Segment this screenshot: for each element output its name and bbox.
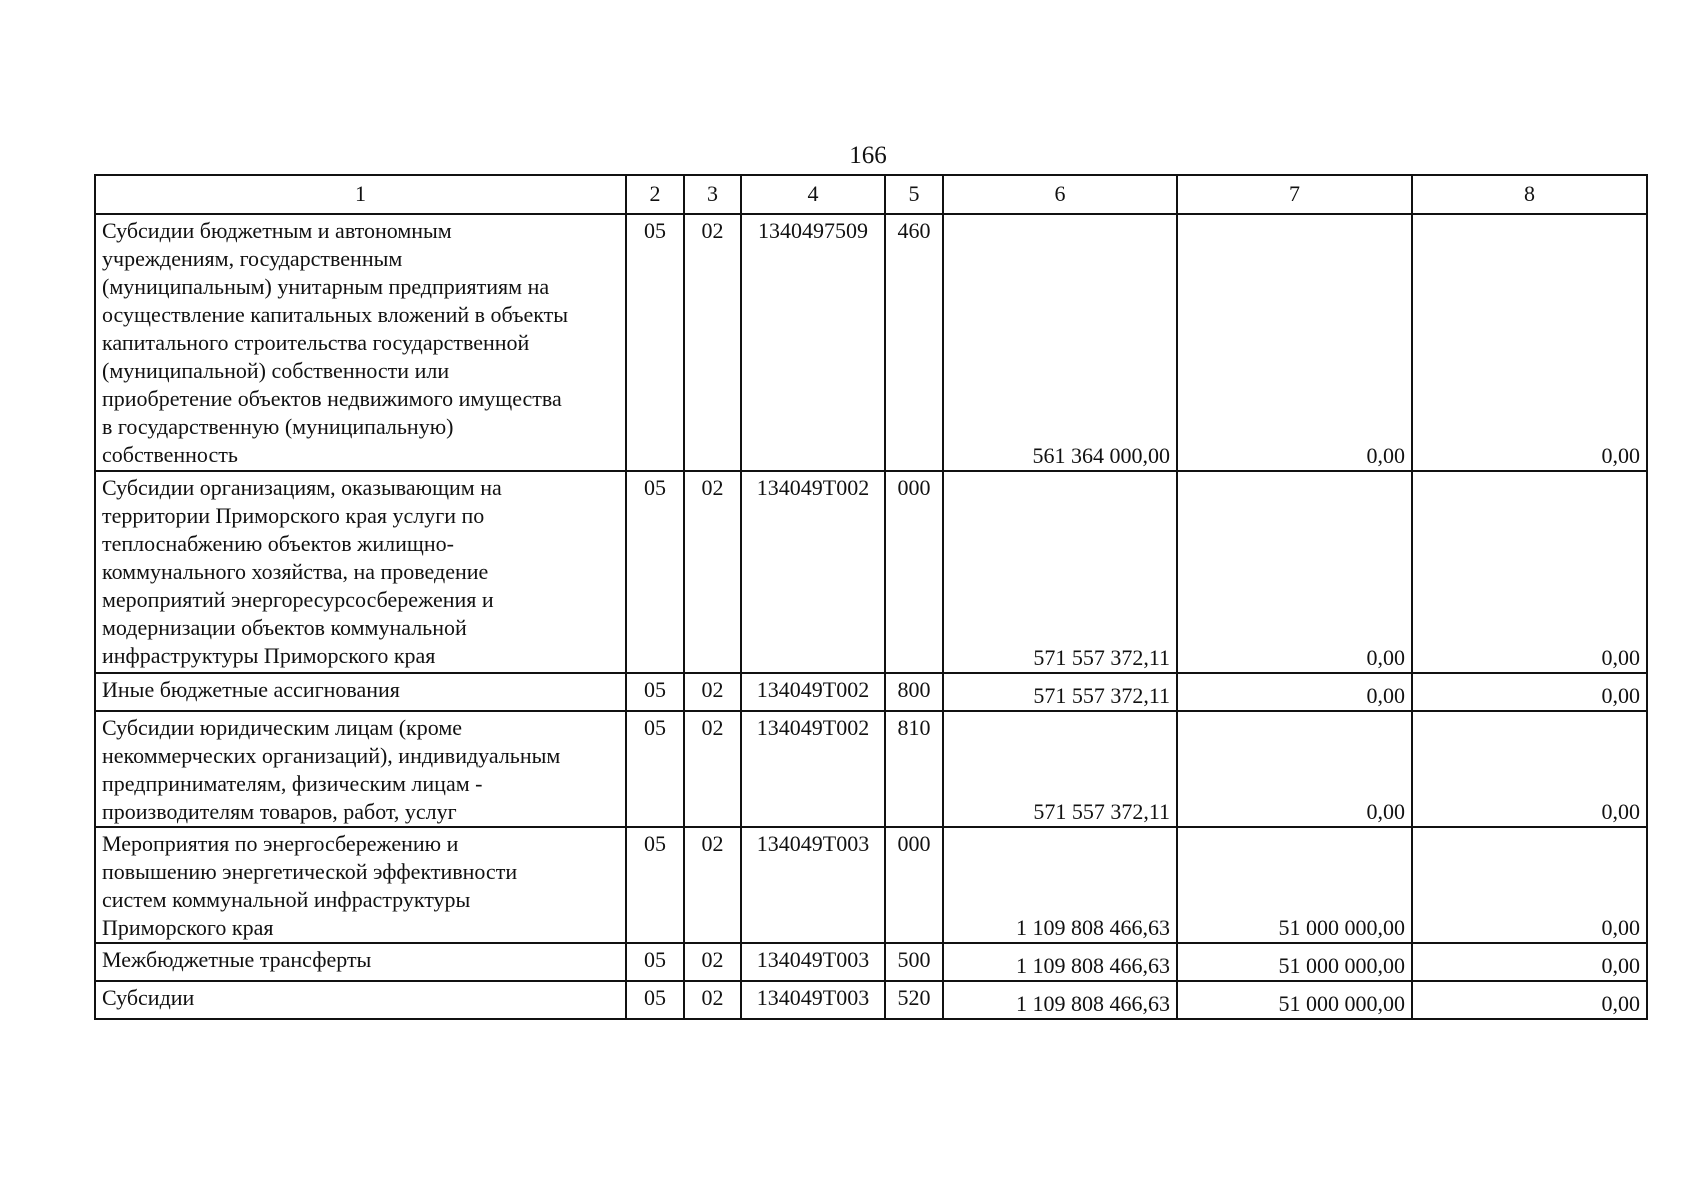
section-code: 05 (626, 214, 684, 471)
amount-col7: 51 000 000,00 (1177, 943, 1412, 981)
amount-col6: 571 557 372,11 (943, 673, 1177, 711)
amount-col8: 0,00 (1412, 943, 1647, 981)
column-header: 2 (626, 175, 684, 214)
expense-type-code: 000 (885, 471, 943, 673)
amount-col7: 0,00 (1177, 711, 1412, 827)
amount-col7: 0,00 (1177, 214, 1412, 471)
subsection-code: 02 (684, 214, 741, 471)
target-article-code: 1340497509 (741, 214, 885, 471)
column-header: 3 (684, 175, 741, 214)
row-name-cell (95, 981, 626, 1019)
section-code: 05 (626, 943, 684, 981)
section-code: 05 (626, 711, 684, 827)
subsection-code: 02 (684, 981, 741, 1019)
expense-type-code: 500 (885, 943, 943, 981)
budget-table (94, 174, 1648, 1020)
subsection-code: 02 (684, 943, 741, 981)
subsection-code: 02 (684, 827, 741, 943)
row-name: Субсидии (102, 985, 195, 1010)
amount-col8: 0,00 (1412, 711, 1647, 827)
section-code: 05 (626, 471, 684, 673)
row-name-cell (95, 943, 626, 981)
expense-type-code: 460 (885, 214, 943, 471)
table-row (95, 981, 1647, 1019)
row-name-cell (95, 471, 626, 673)
amount-col6: 571 557 372,11 (943, 711, 1177, 827)
amount-col7: 51 000 000,00 (1177, 827, 1412, 943)
target-article-code: 134049Т003 (741, 943, 885, 981)
amount-col7: 51 000 000,00 (1177, 981, 1412, 1019)
row-name-cell (95, 673, 626, 711)
expense-type-code: 810 (885, 711, 943, 827)
column-header: 4 (741, 175, 885, 214)
expense-type-code: 800 (885, 673, 943, 711)
section-code: 05 (626, 673, 684, 711)
row-name: Субсидии бюджетным и автономным учреждениям, государственным (муниципальным) унитарным предприятиям на осуществление капитальных вложений в объекты капитального строительства государственной (муниципальной) собственности или приобретение объектов недвижимого имущества в государственную (муниципальную) собственность (102, 218, 569, 467)
column-header: 5 (885, 175, 943, 214)
target-article-code: 134049Т003 (741, 981, 885, 1019)
table-row (95, 943, 1647, 981)
target-article-code: 134049Т003 (741, 827, 885, 943)
table-row (95, 214, 1647, 471)
amount-col7: 0,00 (1177, 471, 1412, 673)
amount-col6: 1 109 808 466,63 (943, 981, 1177, 1019)
row-name: Субсидии юридическим лицам (кроме некоммерческих организаций), индивидуальным предпринимателям, физическим лицам - производителям товаров, работ, услуг (102, 715, 561, 824)
amount-col8: 0,00 (1412, 827, 1647, 943)
section-code: 05 (626, 981, 684, 1019)
expense-type-code: 000 (885, 827, 943, 943)
table-header-row (95, 175, 1647, 214)
row-name-cell (95, 711, 626, 827)
column-header: 6 (943, 175, 1177, 214)
subsection-code: 02 (684, 711, 741, 827)
amount-col8: 0,00 (1412, 981, 1647, 1019)
amount-col8: 0,00 (1412, 214, 1647, 471)
column-header: 8 (1412, 175, 1647, 214)
table-row (95, 827, 1647, 943)
target-article-code: 134049Т002 (741, 673, 885, 711)
target-article-code: 134049Т002 (741, 471, 885, 673)
amount-col6: 1 109 808 466,63 (943, 943, 1177, 981)
expense-type-code: 520 (885, 981, 943, 1019)
table-row (95, 673, 1647, 711)
amount-col8: 0,00 (1412, 673, 1647, 711)
subsection-code: 02 (684, 471, 741, 673)
amount-col8: 0,00 (1412, 471, 1647, 673)
table-row (95, 711, 1647, 827)
row-name-cell (95, 214, 626, 471)
amount-col6: 561 364 000,00 (943, 214, 1177, 471)
row-name: Субсидии организациям, оказывающим на территории Приморского края услуги по теплоснабжению объектов жилищно- коммунального хозяйства, на проведение мероприятий энергоресурсосбережения и модернизации объектов коммунальной инфраструктуры Приморского края (102, 475, 502, 668)
amount-col6: 571 557 372,11 (943, 471, 1177, 673)
section-code: 05 (626, 827, 684, 943)
column-header: 7 (1177, 175, 1412, 214)
row-name-cell (95, 827, 626, 943)
row-name: Межбюджетные трансферты (102, 947, 372, 972)
table-row (95, 471, 1647, 673)
row-name: Мероприятия по энергосбережению и повышению энергетической эффективности систем коммунальной инфраструктуры Приморского края (102, 831, 518, 940)
amount-col6: 1 109 808 466,63 (943, 827, 1177, 943)
subsection-code: 02 (684, 673, 741, 711)
row-name: Иные бюджетные ассигнования (102, 677, 400, 702)
target-article-code: 134049Т002 (741, 711, 885, 827)
column-header: 1 (95, 175, 626, 214)
page-number: 166 (849, 142, 887, 169)
amount-col7: 0,00 (1177, 673, 1412, 711)
